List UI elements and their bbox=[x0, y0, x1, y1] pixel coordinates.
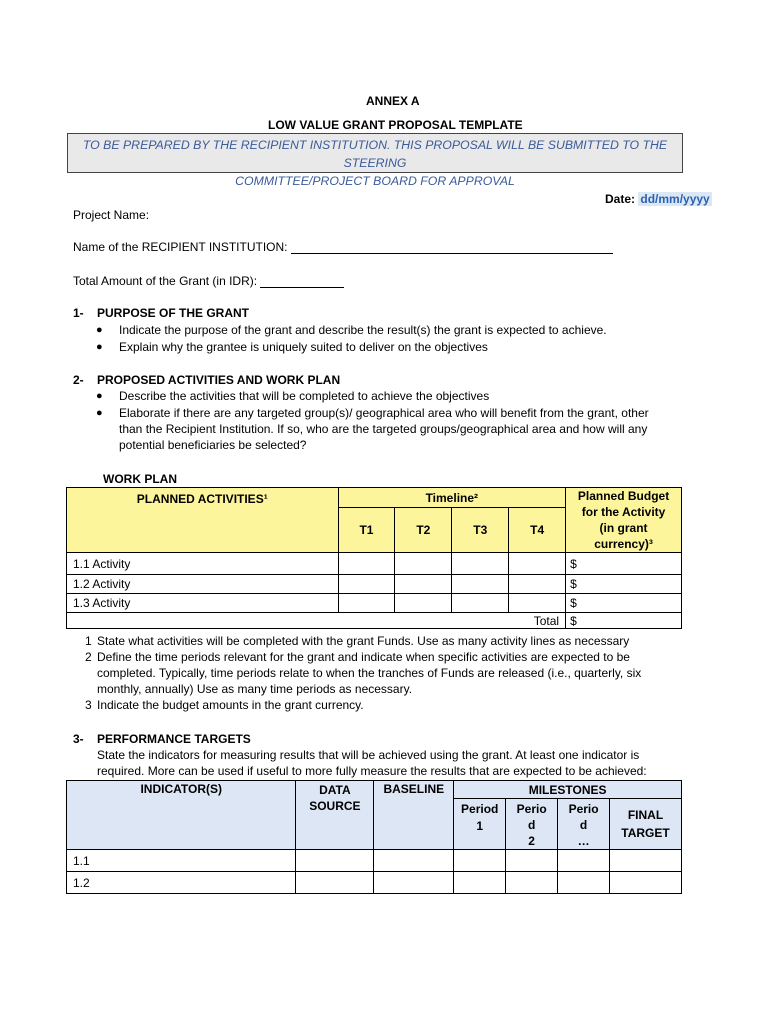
budget-header-line: currency)³ bbox=[594, 537, 653, 551]
date-label: Date: bbox=[605, 192, 636, 206]
section2-number: 2- bbox=[73, 373, 84, 387]
timeline-cell[interactable] bbox=[509, 594, 566, 613]
notice-box bbox=[67, 133, 683, 188]
period-header-line: d bbox=[527, 818, 536, 832]
final-target-line: TARGET bbox=[621, 826, 670, 840]
date-value[interactable]: dd/mm/yyyy bbox=[640, 192, 710, 206]
section3-text-line-1: State the indicators for measuring results that will be achieved using the grant. At least one indicator is bbox=[97, 748, 640, 762]
activity-cell[interactable]: 1.3 Activity bbox=[67, 594, 339, 613]
baseline-cell[interactable] bbox=[374, 850, 454, 872]
budget-cell[interactable]: $ bbox=[566, 575, 682, 594]
col-milestones: MILESTONES bbox=[454, 781, 682, 799]
timeline-cell[interactable] bbox=[395, 594, 452, 613]
footnote-1-number: 1 bbox=[85, 634, 92, 648]
work-plan-label: WORK PLAN bbox=[103, 472, 177, 486]
activity-cell[interactable]: 1.2 Activity bbox=[67, 575, 339, 594]
section1-bullet-2: Explain why the grantee is uniquely suited to deliver on the objectives bbox=[119, 340, 488, 354]
period-header-line: 1 bbox=[476, 819, 484, 833]
timeline-cell[interactable] bbox=[452, 575, 509, 594]
timeline-cell[interactable] bbox=[338, 575, 395, 594]
performance-table bbox=[66, 780, 682, 894]
period-header-line: … bbox=[577, 834, 590, 848]
budget-header-line: Planned Budget bbox=[577, 489, 670, 503]
col-period-3 bbox=[558, 799, 610, 850]
timeline-cell[interactable] bbox=[338, 594, 395, 613]
table-row bbox=[67, 872, 682, 894]
section2-bullet-2-line-1: Elaborate if there are any targeted group(s)/ geographical area who will benefit from the grant, other bbox=[119, 406, 649, 420]
indicator-cell[interactable]: 1.1 bbox=[67, 850, 296, 872]
period-t2: T2 bbox=[395, 508, 452, 553]
section1-number: 1- bbox=[73, 306, 84, 320]
recipient-field bbox=[73, 240, 613, 254]
bullet-icon: ● bbox=[96, 324, 103, 336]
amount-field bbox=[73, 274, 344, 288]
col-data-source bbox=[296, 781, 374, 850]
col-planned-activities: PLANNED ACTIVITIES¹ bbox=[67, 488, 339, 553]
section3-text-line-2: required. More can be used if useful to more fully measure the results that are expected to be achieved: bbox=[97, 764, 647, 778]
indicator-cell[interactable]: 1.2 bbox=[67, 872, 296, 894]
period-header-line: 2 bbox=[528, 834, 535, 848]
timeline-cell[interactable] bbox=[452, 594, 509, 613]
milestone-cell[interactable] bbox=[454, 850, 506, 872]
budget-header-line: (in grant bbox=[599, 521, 648, 535]
col-baseline: BASELINE bbox=[374, 781, 454, 850]
date-field bbox=[605, 192, 712, 206]
table-row bbox=[67, 575, 682, 594]
notice-line-2: COMMITTEE/PROJECT BOARD FOR APPROVAL bbox=[235, 174, 515, 188]
timeline-cell[interactable] bbox=[452, 553, 509, 575]
notice-line-1: TO BE PREPARED BY THE RECIPIENT INSTITUTION. THIS PROPOSAL WILL BE SUBMITTED TO THE STEERING bbox=[82, 138, 668, 170]
annex-label: ANNEX A bbox=[366, 94, 420, 108]
section3-title: PERFORMANCE TARGETS bbox=[97, 732, 251, 746]
total-label: Total bbox=[67, 613, 566, 629]
footnote-2-line-2: completed. Typically, time periods relate to when the tranches of Funds are released (i.e., quarterly, six bbox=[97, 666, 642, 680]
recipient-label: Name of the RECIPIENT INSTITUTION: bbox=[73, 240, 288, 254]
budget-header-line: for the Activity bbox=[581, 505, 666, 519]
footnote-3-number: 3 bbox=[85, 698, 92, 712]
period-t1: T1 bbox=[338, 508, 395, 553]
budget-cell[interactable]: $ bbox=[566, 553, 682, 575]
timeline-cell[interactable] bbox=[395, 575, 452, 594]
budget-cell[interactable]: $ bbox=[566, 594, 682, 613]
footnote-1: State what activities will be completed with the grant Funds. Use as many activity lines as necessary bbox=[97, 634, 630, 648]
activity-cell[interactable]: 1.1 Activity bbox=[67, 553, 339, 575]
milestone-cell[interactable] bbox=[454, 872, 506, 894]
period-t3: T3 bbox=[452, 508, 509, 553]
total-cell[interactable]: $ bbox=[566, 613, 682, 629]
section2-bullet-1: Describe the activities that will be completed to achieve the objectives bbox=[119, 389, 490, 403]
bullet-icon: ● bbox=[96, 390, 103, 402]
final-target-cell[interactable] bbox=[610, 872, 682, 894]
period-header-line: Perio bbox=[516, 802, 547, 816]
timeline-cell[interactable] bbox=[509, 575, 566, 594]
data-source-cell[interactable] bbox=[296, 872, 374, 894]
final-target-cell[interactable] bbox=[610, 850, 682, 872]
section1-bullet-1: Indicate the purpose of the grant and describe the result(s) the grant is expected to achieve. bbox=[119, 323, 607, 337]
table-row bbox=[67, 594, 682, 613]
table-row bbox=[67, 850, 682, 872]
period-header-line: d bbox=[579, 818, 588, 832]
footnote-2-number: 2 bbox=[85, 650, 92, 664]
baseline-cell[interactable] bbox=[374, 872, 454, 894]
period-header-line: Perio bbox=[568, 802, 599, 816]
bullet-icon: ● bbox=[96, 341, 103, 353]
amount-input-line[interactable] bbox=[260, 275, 344, 288]
footnote-3: Indicate the budget amounts in the grant currency. bbox=[97, 698, 364, 712]
data-source-cell[interactable] bbox=[296, 850, 374, 872]
data-source-line: SOURCE bbox=[309, 799, 361, 813]
timeline-cell[interactable] bbox=[395, 553, 452, 575]
footnote-2-line-1: Define the time periods relevant for the grant and indicate when specific activities are expected to be bbox=[97, 650, 630, 664]
final-target-line: FINAL bbox=[627, 808, 664, 822]
section1-title: PURPOSE OF THE GRANT bbox=[97, 306, 250, 320]
milestone-cell[interactable] bbox=[506, 850, 558, 872]
col-period-2 bbox=[506, 799, 558, 850]
work-plan-table bbox=[66, 487, 682, 629]
data-source-line: DATA bbox=[319, 783, 351, 797]
col-planned-budget bbox=[566, 488, 682, 553]
section2-bullet-2-line-2: than the Recipient Institution. If so, who are the targeted groups/geographical area and how will any bbox=[119, 422, 648, 436]
milestone-cell[interactable] bbox=[558, 850, 610, 872]
col-timeline: Timeline² bbox=[338, 488, 566, 508]
col-period-1 bbox=[454, 799, 506, 850]
section2-bullet-2-line-3: potential beneficiaries be selected? bbox=[119, 438, 307, 452]
period-t4: T4 bbox=[509, 508, 566, 553]
col-final-target bbox=[610, 799, 682, 850]
timeline-cell[interactable] bbox=[509, 553, 566, 575]
timeline-cell[interactable] bbox=[338, 553, 395, 575]
bullet-icon: ● bbox=[96, 407, 103, 419]
milestone-cell[interactable] bbox=[558, 872, 610, 894]
section2-title: PROPOSED ACTIVITIES AND WORK PLAN bbox=[97, 373, 341, 387]
footnote-2-line-3: monthly, annually) Use as many time periods as necessary. bbox=[97, 682, 413, 696]
total-row bbox=[67, 613, 682, 629]
project-name-label: Project Name: bbox=[73, 208, 150, 222]
recipient-input-line[interactable] bbox=[291, 241, 613, 254]
section3-number: 3- bbox=[73, 732, 84, 746]
milestone-cell[interactable] bbox=[506, 872, 558, 894]
document-title: LOW VALUE GRANT PROPOSAL TEMPLATE bbox=[268, 118, 523, 132]
table-row bbox=[67, 553, 682, 575]
period-header-line: Period bbox=[461, 802, 499, 816]
col-indicators: INDICATOR(S) bbox=[67, 781, 296, 850]
amount-label: Total Amount of the Grant (in IDR): bbox=[73, 274, 258, 288]
